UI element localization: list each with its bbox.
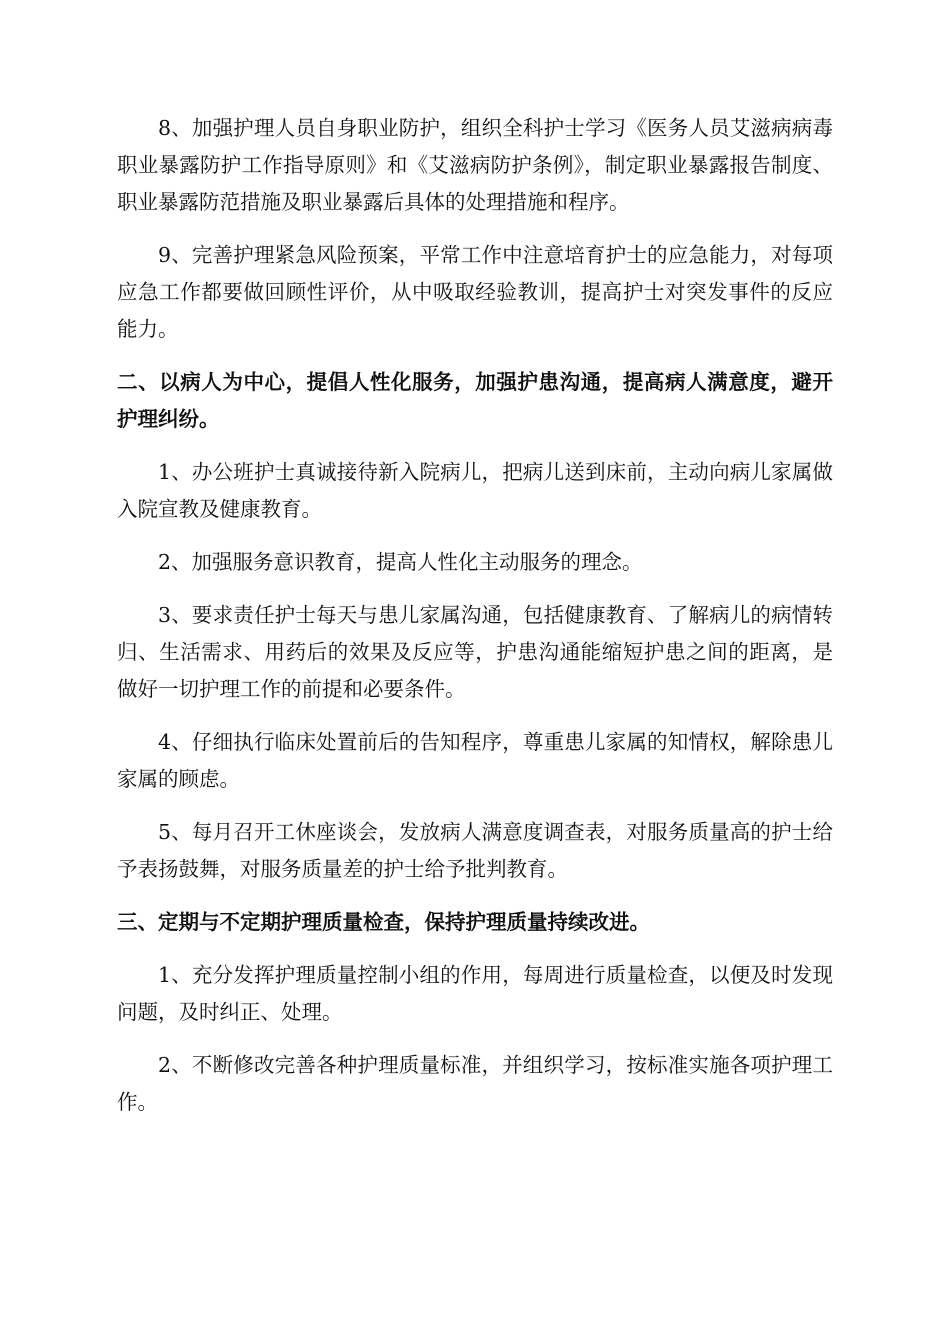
document-page (117, 110, 833, 1137)
paragraph-item-8: 8、加强护理人员自身职业防护，组织全科护士学习《医务人员艾滋病病毒职业暴露防护工作指导原则》和《艾滋病防护条例》，制定职业暴露报告制度、职业暴露防范措施及职业暴露后具体的处理措施和程序。 (117, 116, 833, 214)
section-heading-3: 三、定期与不定期护理质量检查，保持护理质量持续改进。 (117, 910, 650, 934)
paragraph-section3-item-1: 1、充分发挥护理质量控制小组的作用，每周进行质量检查，以便及时发现问题，及时纠正、处理。 (117, 963, 833, 1024)
paragraph-section3-item-2: 2、不断修改完善各种护理质量标准，并组织学习，按标准实施各项护理工作。 (117, 1053, 833, 1114)
section-heading-2: 二、以病人为中心，提倡人性化服务，加强护患沟通，提高病人满意度，避开护理纠纷。 (117, 370, 833, 431)
paragraph-section2-item-2: 2、加强服务意识教育，提高人性化主动服务的理念。 (158, 550, 643, 574)
paragraph-section2-item-4: 4、仔细执行临床处置前后的告知程序，尊重患儿家属的知情权，解除患儿家属的顾虑。 (117, 730, 833, 791)
paragraph-section2-item-1: 1、办公班护士真诚接待新入院病儿，把病儿送到床前，主动向病儿家属做入院宣教及健康教育。 (117, 460, 833, 521)
paragraph-section2-item-5: 5、每月召开工休座谈会，发放病人满意度调查表，对服务质量高的护士给予表扬鼓舞，对服务质量差的护士给予批判教育。 (117, 820, 833, 881)
paragraph-section2-item-3: 3、要求责任护士每天与患儿家属沟通，包括健康教育、了解病儿的病情转归、生活需求、用药后的效果及反应等，护患沟通能缩短护患之间的距离，是做好一切护理工作的前提和必要条件。 (117, 603, 833, 701)
paragraph-item-9: 9、完善护理紧急风险预案，平常工作中注意培育护士的应急能力，对每项应急工作都要做回顾性评价，从中吸取经验教训，提高护士对突发事件的反应能力。 (117, 243, 833, 341)
